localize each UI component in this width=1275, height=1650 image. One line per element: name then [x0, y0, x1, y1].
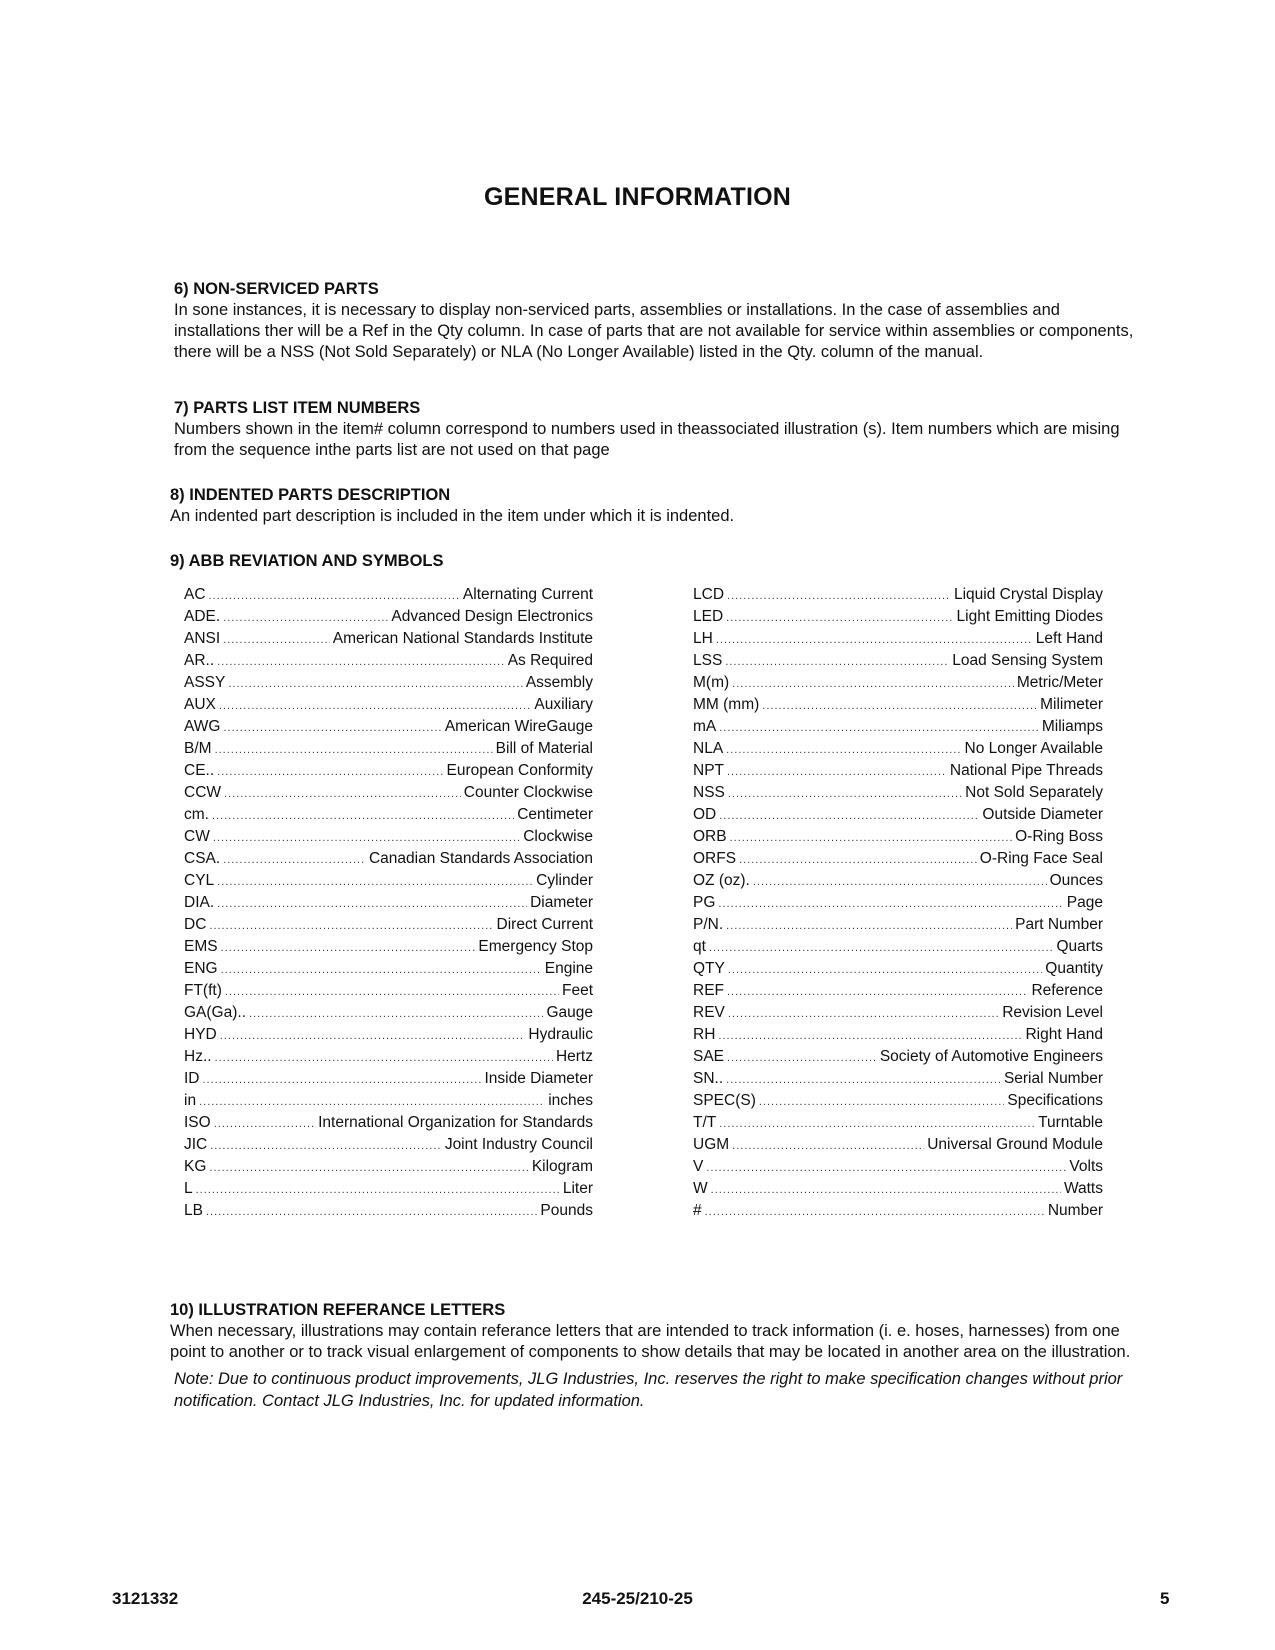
abbreviation-code: ADE.: [184, 608, 221, 625]
abbreviation-meaning: Number: [1047, 1202, 1103, 1219]
abbreviation-list-left: [184, 584, 593, 1222]
abbreviation-meaning: As Required: [507, 652, 593, 669]
section-body: Numbers shown in the item# column correspond to numbers used in theassociated illustration (s). Item numbers which are mising from the sequence inthe parts list are not used on that page: [174, 420, 1120, 459]
abbreviation-row: [184, 848, 593, 870]
abbreviation-row: [184, 1178, 593, 1200]
dot-leader: [224, 783, 461, 805]
dot-leader: [215, 1047, 553, 1069]
abbreviation-meaning: Quarts: [1056, 938, 1103, 955]
dot-leader: [228, 673, 522, 695]
dot-leader: [728, 783, 962, 805]
dot-leader: [217, 893, 527, 915]
abbreviation-meaning: Liquid Crystal Display: [953, 586, 1103, 603]
abbreviation-meaning: Liter: [562, 1180, 593, 1197]
dot-leader: [206, 1201, 537, 1223]
abbreviation-code: W: [693, 1180, 708, 1197]
abbreviation-meaning: Direct Current: [496, 916, 593, 933]
abbreviation-meaning: Feet: [561, 982, 593, 999]
abbreviation-meaning: American WireGauge: [444, 718, 593, 735]
abbreviation-row: [693, 606, 1103, 628]
abbreviation-row: [693, 584, 1103, 606]
abbreviation-meaning: Hertz: [555, 1048, 593, 1065]
abbreviation-row: [693, 1024, 1103, 1046]
dot-leader: [210, 1135, 442, 1157]
section-body: In sone instances, it is necessary to display non-serviced parts, assemblies or installations. In the case of assemblies and installations ther will be a Ref in the Qty column. In case of parts that are not available for service within assemblies or components, there will be a NSS (Not Sold Separately) or NLA (No Longer Available) listed in the Qty. column of the manual.: [174, 301, 1134, 361]
abbreviation-code: V: [693, 1158, 704, 1175]
abbreviation-row: [184, 870, 593, 892]
abbreviation-meaning: Load Sensing System: [952, 652, 1103, 669]
abbreviation-meaning: O-Ring Face Seal: [979, 850, 1103, 867]
abbreviation-row: [693, 650, 1103, 672]
abbreviation-meaning: Quantity: [1045, 960, 1103, 977]
footer-page-number: 5: [1160, 1589, 1170, 1608]
abbreviation-code: CSA.: [184, 850, 221, 867]
dot-leader: [719, 805, 979, 827]
abbreviation-meaning: Watts: [1063, 1180, 1103, 1197]
abbreviation-code: ENG: [184, 960, 218, 977]
abbreviation-code: AUX: [184, 696, 216, 713]
abbreviation-row: [693, 628, 1103, 650]
abbreviation-code: JIC: [184, 1136, 208, 1153]
abbreviation-row: [184, 1112, 593, 1134]
abbreviation-row: [693, 1200, 1103, 1222]
abbreviation-code: NPT: [693, 762, 724, 779]
dot-leader: [212, 805, 514, 827]
abbreviation-row: [693, 980, 1103, 1002]
section-heading: 7) PARTS LIST ITEM NUMBERS: [174, 399, 421, 417]
abbreviation-code: ID: [184, 1070, 200, 1087]
abbreviation-code: LH: [693, 630, 713, 647]
dot-leader: [719, 717, 1039, 739]
dot-leader: [209, 915, 493, 937]
abbreviation-code: SN..: [693, 1070, 724, 1087]
dot-leader: [249, 1003, 543, 1025]
abbreviation-meaning: Diameter: [530, 894, 593, 911]
abbreviation-row: [184, 914, 593, 936]
abbreviation-row: [184, 980, 593, 1002]
abbreviation-meaning: Emergency Stop: [478, 938, 593, 955]
abbreviation-code: FT(ft): [184, 982, 222, 999]
dot-leader: [728, 1003, 999, 1025]
dot-leader: [223, 717, 441, 739]
abbreviation-code: ORFS: [693, 850, 737, 867]
section-indented-parts-description: [170, 485, 1145, 527]
abbreviation-meaning: Right Hand: [1025, 1026, 1103, 1043]
abbreviation-meaning: Turntable: [1038, 1114, 1103, 1131]
dot-leader: [718, 1025, 1022, 1047]
dot-leader: [705, 1201, 1045, 1223]
abbreviation-code: REF: [693, 982, 724, 999]
abbreviation-code: CCW: [184, 784, 222, 801]
abbreviation-code: cm.: [184, 806, 209, 823]
abbreviation-row: [693, 936, 1103, 958]
abbreviation-row: [693, 716, 1103, 738]
abbreviation-row: [693, 804, 1103, 826]
dot-leader: [225, 981, 559, 1003]
abbreviation-code: ORB: [693, 828, 727, 845]
abbreviation-row: [184, 1134, 593, 1156]
dot-leader: [217, 651, 505, 673]
abbreviation-code: LED: [693, 608, 724, 625]
abbreviation-row: [184, 628, 593, 650]
section-heading: 6) NON-SERVICED PARTS: [174, 280, 379, 298]
dot-leader: [199, 1091, 545, 1113]
abbreviation-meaning: Canadian Standards Association: [368, 850, 593, 867]
abbreviation-code: P/N.: [693, 916, 724, 933]
abbreviation-meaning: Advanced Design Electronics: [391, 608, 593, 625]
section-body: An indented part description is included in the item under which it is indented.: [170, 507, 735, 525]
abbreviation-meaning: No Longer Available: [964, 740, 1103, 757]
dot-leader: [220, 1025, 526, 1047]
abbreviation-row: [184, 1046, 593, 1068]
abbreviation-row: [693, 1046, 1103, 1068]
dot-leader: [709, 937, 1054, 959]
abbreviation-code: qt: [693, 938, 706, 955]
dot-leader: [221, 937, 476, 959]
abbreviation-row: [693, 738, 1103, 760]
dot-leader: [727, 981, 1028, 1003]
abbreviation-meaning: Metric/Meter: [1016, 674, 1103, 691]
dot-leader: [732, 1135, 924, 1157]
section-heading: 10) ILLUSTRATION REFERANCE LETTERS: [170, 1301, 506, 1319]
abbreviation-meaning: O-Ring Boss: [1015, 828, 1103, 845]
abbreviation-code: ISO: [184, 1114, 211, 1131]
dot-leader: [725, 651, 949, 673]
abbreviation-row: [693, 826, 1103, 848]
dot-leader: [727, 585, 951, 607]
dot-leader: [727, 761, 947, 783]
abbreviation-code: DIA.: [184, 894, 215, 911]
abbreviation-meaning: Specifications: [1007, 1092, 1103, 1109]
section-abbreviations: [170, 551, 1145, 572]
abbreviation-meaning: Auxiliary: [534, 696, 593, 713]
abbreviation-meaning: Volts: [1069, 1158, 1103, 1175]
abbreviation-row: [693, 870, 1103, 892]
abbreviation-row: [184, 716, 593, 738]
abbreviation-code: B/M: [184, 740, 212, 757]
dot-leader: [706, 1157, 1066, 1179]
abbreviation-meaning: Revision Level: [1002, 1004, 1103, 1021]
dot-leader: [223, 629, 330, 651]
abbreviation-code: SAE: [693, 1048, 725, 1065]
dot-leader: [711, 1179, 1061, 1201]
abbreviation-meaning: Cylinder: [536, 872, 593, 889]
dot-leader: [730, 827, 1013, 849]
abbreviation-code: DC: [184, 916, 207, 933]
dot-leader: [726, 915, 1012, 937]
abbreviation-row: [693, 782, 1103, 804]
abbreviation-code: LCD: [693, 586, 725, 603]
dot-leader: [716, 629, 1033, 651]
abbreviation-code: AWG: [184, 718, 221, 735]
dot-leader: [719, 1113, 1035, 1135]
abbreviation-code: EMS: [184, 938, 218, 955]
abbreviation-code: UGM: [693, 1136, 730, 1153]
abbreviation-meaning: Reference: [1031, 982, 1103, 999]
section-heading: 9) ABB REVIATION AND SYMBOLS: [170, 552, 444, 570]
abbreviation-row: [693, 914, 1103, 936]
abbreviation-meaning: Engine: [544, 960, 593, 977]
abbreviation-meaning: Universal Ground Module: [927, 1136, 1103, 1153]
abbreviation-meaning: Pounds: [540, 1202, 593, 1219]
abbreviation-code: HYD: [184, 1026, 217, 1043]
page-title: GENERAL INFORMATION: [483, 183, 792, 211]
dot-leader: [726, 739, 961, 761]
abbreviation-meaning: Kilogram: [531, 1158, 593, 1175]
abbreviation-code: AR..: [184, 652, 215, 669]
abbreviation-code: OD: [693, 806, 717, 823]
section-heading: 8) INDENTED PARTS DESCRIPTION: [170, 486, 451, 504]
section-body: When necessary, illustrations may contain referance letters that are intended to track information (i. e. hoses, harnesses) from one point to another or to track visual enlargement of components to show details that may be located in another area on the illustration.: [170, 1322, 1131, 1361]
abbreviation-code: GA(Ga)..: [184, 1004, 247, 1021]
abbreviation-meaning: inches: [548, 1092, 593, 1109]
abbreviation-code: KG: [184, 1158, 207, 1175]
abbreviation-code: T/T: [693, 1114, 717, 1131]
dot-leader: [728, 959, 1042, 981]
dot-leader: [762, 695, 1037, 717]
dot-leader: [196, 1179, 560, 1201]
footer-document-number: 3121332: [112, 1589, 179, 1608]
abbreviation-row: [693, 760, 1103, 782]
abbreviation-code: ASSY: [184, 674, 226, 691]
dot-leader: [217, 761, 443, 783]
abbreviation-meaning: Light Emitting Diodes: [956, 608, 1103, 625]
abbreviation-row: [184, 738, 593, 760]
abbreviation-row: [184, 650, 593, 672]
abbreviation-row: [693, 1090, 1103, 1112]
abbreviation-meaning: European Conformity: [446, 762, 593, 779]
abbreviation-meaning: Society of Automotive Engineers: [879, 1048, 1103, 1065]
abbreviation-row: [693, 672, 1103, 694]
dot-leader: [726, 1069, 1001, 1091]
dot-leader: [221, 959, 542, 981]
dot-leader: [214, 1113, 315, 1135]
abbreviation-meaning: Milimeter: [1040, 696, 1103, 713]
dot-leader: [739, 849, 977, 871]
abbreviation-row: [693, 1156, 1103, 1178]
abbreviation-meaning: American National Standards Institute: [332, 630, 593, 647]
abbreviation-code: RH: [693, 1026, 716, 1043]
abbreviation-row: [693, 1134, 1103, 1156]
section-non-serviced-parts: [174, 279, 1149, 363]
abbreviation-row: [693, 958, 1103, 980]
abbreviation-code: SPEC(S): [693, 1092, 756, 1109]
abbreviation-row: [184, 606, 593, 628]
abbreviation-meaning: Centimeter: [517, 806, 593, 823]
dot-leader: [215, 739, 493, 761]
abbreviation-code: Hz..: [184, 1048, 212, 1065]
abbreviation-code: OZ (oz).: [693, 872, 750, 889]
abbreviation-meaning: Bill of Material: [495, 740, 593, 757]
abbreviation-row: [184, 1090, 593, 1112]
abbreviation-meaning: Gauge: [546, 1004, 593, 1021]
abbreviation-row: [693, 848, 1103, 870]
abbreviation-code: QTY: [693, 960, 725, 977]
abbreviation-list-right: [693, 584, 1103, 1222]
dot-leader: [727, 1047, 877, 1069]
abbreviation-row: [184, 1200, 593, 1222]
abbreviation-meaning: Hydraulic: [528, 1026, 593, 1043]
dot-leader: [209, 1157, 528, 1179]
abbreviation-row: [693, 1178, 1103, 1200]
abbreviation-row: [184, 1002, 593, 1024]
dot-leader: [209, 585, 460, 607]
abbreviation-row: [184, 694, 593, 716]
abbreviation-code: #: [693, 1202, 702, 1219]
abbreviation-row: [184, 892, 593, 914]
dot-leader: [753, 871, 1047, 893]
abbreviation-code: MM (mm): [693, 696, 760, 713]
section-illustration-reference-letters: [170, 1300, 1145, 1363]
section-parts-list-item-numbers: [174, 398, 1149, 461]
dot-leader: [732, 673, 1014, 695]
abbreviation-meaning: Part Number: [1015, 916, 1103, 933]
abbreviation-meaning: Inside Diameter: [484, 1070, 593, 1087]
note-text: Note: Due to continuous product improvements, JLG Industries, Inc. reserves the right to make specification changes without prior notification. Contact JLG Industries, Inc. for updated information.: [174, 1370, 1123, 1410]
abbreviation-meaning: Ounces: [1049, 872, 1103, 889]
abbreviation-row: [184, 1024, 593, 1046]
dot-leader: [223, 849, 366, 871]
dot-leader: [726, 607, 953, 629]
abbreviation-row: [184, 782, 593, 804]
abbreviation-meaning: International Organization for Standards: [318, 1114, 593, 1131]
abbreviation-code: in: [184, 1092, 197, 1109]
abbreviation-row: [693, 1002, 1103, 1024]
abbreviation-code: CE..: [184, 762, 215, 779]
abbreviation-meaning: National Pipe Threads: [949, 762, 1103, 779]
abbreviation-row: [184, 958, 593, 980]
abbreviation-meaning: Joint Industry Council: [444, 1136, 593, 1153]
dot-leader: [718, 893, 1063, 915]
abbreviation-row: [184, 826, 593, 848]
dot-leader: [213, 827, 520, 849]
abbreviation-row: [693, 1068, 1103, 1090]
abbreviation-row: [184, 760, 593, 782]
abbreviation-row: [693, 892, 1103, 914]
abbreviation-row: [184, 1068, 593, 1090]
abbreviation-meaning: Serial Number: [1003, 1070, 1103, 1087]
abbreviation-row: [693, 1112, 1103, 1134]
dot-leader: [223, 607, 388, 629]
abbreviation-code: ANSI: [184, 630, 221, 647]
abbreviation-row: [184, 936, 593, 958]
abbreviation-meaning: Clockwise: [523, 828, 593, 845]
abbreviation-row: [693, 694, 1103, 716]
dot-leader: [219, 695, 532, 717]
abbreviation-code: AC: [184, 586, 206, 603]
abbreviation-code: REV: [693, 1004, 725, 1021]
abbreviation-code: NLA: [693, 740, 724, 757]
abbreviation-row: [184, 672, 593, 694]
abbreviation-meaning: Counter Clockwise: [463, 784, 593, 801]
abbreviation-code: mA: [693, 718, 717, 735]
abbreviation-code: PG: [693, 894, 716, 911]
abbreviation-code: CYL: [184, 872, 215, 889]
abbreviation-row: [184, 1156, 593, 1178]
dot-leader: [217, 871, 533, 893]
abbreviation-meaning: Assembly: [525, 674, 593, 691]
abbreviation-meaning: Left Hand: [1035, 630, 1103, 647]
abbreviation-row: [184, 804, 593, 826]
abbreviation-code: CW: [184, 828, 210, 845]
abbreviation-code: LB: [184, 1202, 203, 1219]
abbreviation-row: [184, 584, 593, 606]
abbreviation-code: L: [184, 1180, 193, 1197]
abbreviation-meaning: Alternating Current: [462, 586, 593, 603]
abbreviation-meaning: Outside Diameter: [982, 806, 1103, 823]
abbreviation-meaning: Page: [1066, 894, 1103, 911]
abbreviation-code: M(m): [693, 674, 730, 691]
abbreviation-code: NSS: [693, 784, 725, 801]
footer-model: 245-25/210-25: [582, 1589, 693, 1608]
dot-leader: [759, 1091, 1004, 1113]
abbreviation-meaning: Miliamps: [1041, 718, 1103, 735]
abbreviation-meaning: Not Sold Separately: [965, 784, 1103, 801]
abbreviation-code: LSS: [693, 652, 723, 669]
dot-leader: [203, 1069, 482, 1091]
